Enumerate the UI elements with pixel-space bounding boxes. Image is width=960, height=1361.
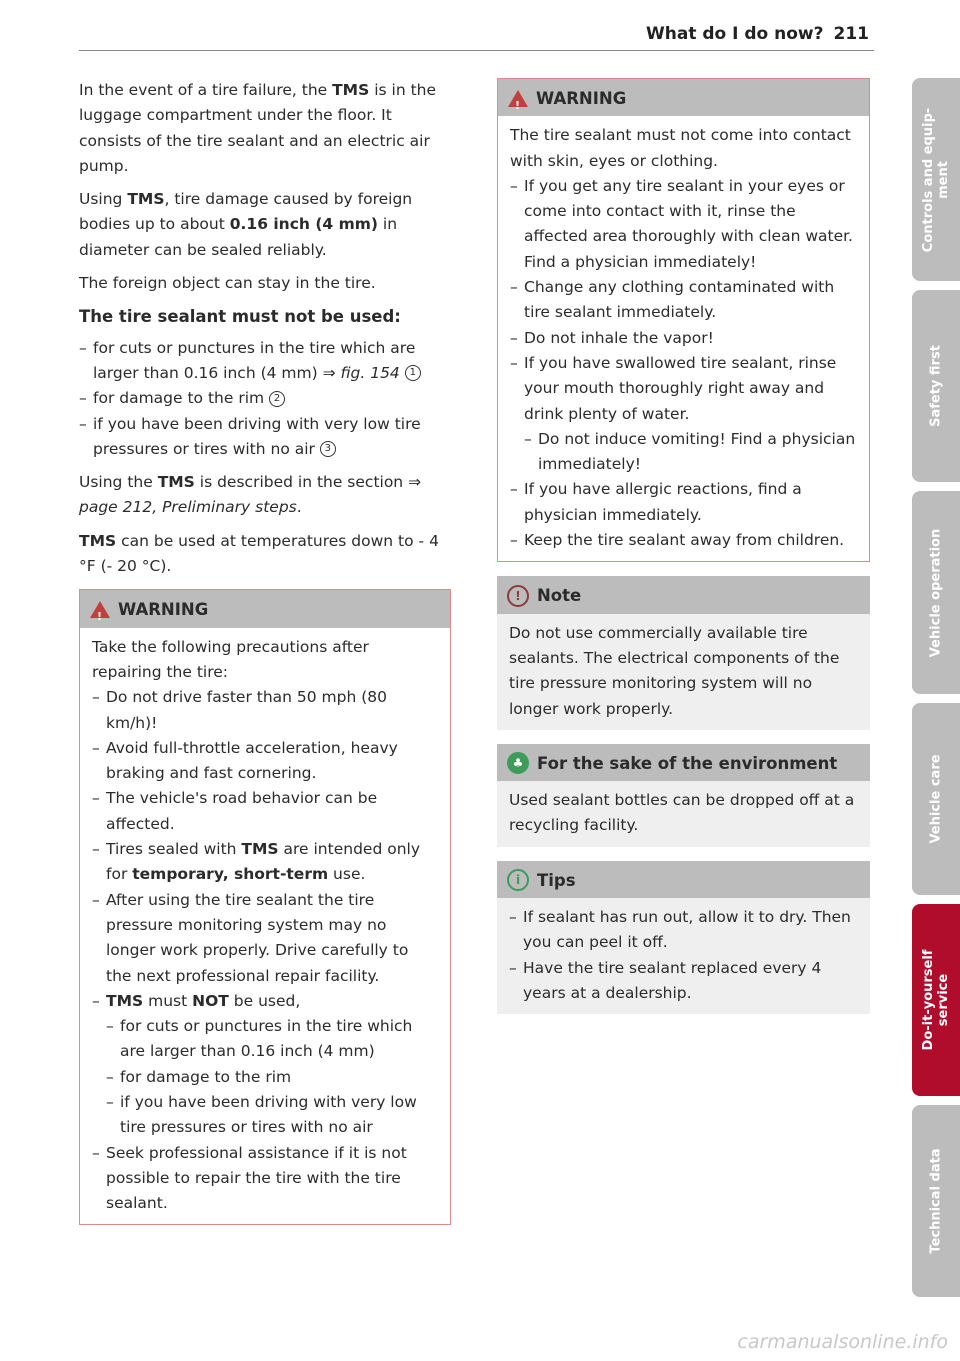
warning-box-sealant [497, 78, 870, 562]
warning-box-repair [79, 589, 451, 1225]
intro-paragraph: In the event of a tire failure, the TMS is in the luggage compartment under the floor. It consists of the tire sealant and an electric air pump. [79, 81, 437, 175]
list-item: – After using the tire sealant the tire pressure monitoring system may no longer work properly. Drive carefully to the next professional repair facility. [92, 888, 438, 989]
callout-number: 3 [320, 441, 336, 457]
warning-triangle-icon: ! [90, 601, 110, 618]
left-column [79, 78, 451, 1239]
list-item: – If you have swallowed tire sealant, rinse your mouth thoroughly right away and drink plenty of water. – Do not induce vomiting! Find a physician immediately! [510, 351, 857, 477]
not-used-list [79, 336, 451, 462]
list-item: – if you have been driving with very low tire pressures or tires with no air 3 [79, 412, 451, 463]
tab-controls-and-equipment[interactable]: Controls and equip- ment [912, 78, 960, 281]
temperature-paragraph: TMS can be used at temperatures down to - 4 °F (- 20 °C). [79, 531, 439, 576]
right-column [497, 78, 870, 1028]
list-item: – If sealant has run out, allow it to dry. Then you can peel it off. [509, 905, 858, 956]
list-item: – Seek professional assistance if it is not possible to repair the tire with the tire sealant. [92, 1141, 438, 1217]
note-header: ! Note [497, 576, 870, 613]
tab-technical-data[interactable]: Technical data [912, 1105, 960, 1297]
page-header [646, 24, 869, 44]
list-item: – Do not induce vomiting! Find a physician immediately! [524, 427, 857, 478]
callout-number: 2 [269, 391, 285, 407]
section-title: What do I do now? [646, 24, 824, 44]
info-icon: i [507, 869, 529, 891]
warning-header: ! WARNING [498, 79, 869, 116]
note-body: Do not use commercially available tire sealants. The electrical components of the tire pressure monitoring system will no longer work properly. [497, 614, 870, 730]
list-item: – Avoid full-throttle acceleration, heavy braking and fast cornering. [92, 736, 438, 787]
list-item: – The vehicle's road behavior can be affected. [92, 786, 438, 837]
page-link[interactable]: ⇒ page 212, Preliminary steps [79, 473, 422, 517]
tab-vehicle-care[interactable]: Vehicle care [912, 703, 960, 895]
tab-vehicle-operation[interactable]: Vehicle operation [912, 491, 960, 694]
list-item: – if you have been driving with very low tire pressures or tires with no air [106, 1090, 438, 1141]
watermark: carmanualsonline.info [737, 1331, 948, 1353]
usage-paragraph: Using the TMS is described in the section ⇒ page 212, Preliminary steps. [79, 473, 422, 517]
list-item: – TMS must NOT be used, – for cuts or punctures in the tire which are larger than 0.16 inch (4 mm) – for damage to the rim – if you have been driving with very low tire pressures or tires with no air [92, 989, 438, 1141]
list-item: – Keep the tire sealant away from children. [510, 528, 857, 553]
list-item: – for cuts or punctures in the tire which are larger than 0.16 inch (4 mm) ⇒ fig. 154 1 [79, 336, 451, 387]
list-item: – Do not inhale the vapor! [510, 326, 857, 351]
damage-paragraph: Using TMS, tire damage caused by foreign bodies up to about 0.16 inch (4 mm) in diameter can be sealed reliably. [79, 190, 413, 259]
not-used-heading: The tire sealant must not be used: [79, 307, 401, 327]
tips-box [497, 861, 870, 1014]
figure-link[interactable]: ⇒ fig. 154 [322, 363, 400, 382]
warning-triangle-icon: ! [508, 90, 528, 107]
foreign-object-paragraph: The foreign object can stay in the tire. [79, 274, 376, 293]
warning-body: Take the following precautions after repairing the tire: – Do not drive faster than 50 mph (80 km/h)! – Avoid full-throttle acceleration, heavy braking and fast cornering. – The vehicle's road behavior can be affected. – Tires sealed with TMS are intended only for temporary, short-term use. – After using the tire sealant the tire pressure monitoring system may no longer work properly. Drive carefully to the next professional repair facility. – TMS must NOT be used, – for cuts or punctures in the tire which are larger than 0.16 inch (4 mm) – for damage to the rim – if you have been driving with very low tire pressures or tires with no air – Seek professional assistance if it is not possible to repair the tire with the tire sealant. [80, 628, 450, 1225]
list-item: – Have the tire sealant replaced every 4 years at a dealership. [509, 956, 858, 1007]
warning-body: The tire sealant must not come into contact with skin, eyes or clothing. – If you get any tire sealant in your eyes or come into contact with it, rinse the affected area thoroughly with clean water. Find a physician immediately! – Change any clothing contaminated with tire sealant immediately. – Do not inhale the vapor! – If you have swallowed tire sealant, rinse your mouth thoroughly right away and drink plenty of water. – Do not induce vomiting! Find a physician immediately! – If you have allergic reactions, find a physician immediately. – Keep the tire sealant away from children. [498, 116, 869, 561]
list-item: – Tires sealed with TMS are intended only for temporary, short-term use. [92, 837, 438, 888]
exclamation-circle-icon: ! [507, 585, 529, 607]
header-divider [79, 50, 874, 51]
environment-box [497, 744, 870, 847]
tab-do-it-yourself-service[interactable]: Do-it-yourself service [912, 904, 960, 1096]
tips-body [497, 898, 870, 1014]
list-item: – If you get any tire sealant in your eyes or come into contact with it, rinse the affected area thoroughly with clean water. Find a physician immediately! [510, 174, 857, 275]
note-box [497, 576, 870, 729]
environment-header: ♣ For the sake of the environment [497, 744, 870, 781]
callout-number: 1 [405, 365, 421, 381]
environment-body: Used sealant bottles can be dropped off at a recycling facility. [497, 781, 870, 847]
tab-safety-first[interactable]: Safety first [912, 290, 960, 482]
list-item: – for cuts or punctures in the tire which are larger than 0.16 inch (4 mm) [106, 1014, 438, 1065]
list-item: – If you have allergic reactions, find a physician immediately. [510, 477, 857, 528]
leaf-icon: ♣ [507, 752, 529, 774]
list-item: – Do not drive faster than 50 mph (80 km/h)! [92, 685, 438, 736]
warning-header: ! WARNING [80, 590, 450, 627]
page-number: 211 [833, 24, 869, 44]
list-item: – for damage to the rim [106, 1065, 438, 1090]
list-item: – Change any clothing contaminated with tire sealant immediately. [510, 275, 857, 326]
list-item: – for damage to the rim 2 [79, 386, 451, 411]
tips-header: i Tips [497, 861, 870, 898]
